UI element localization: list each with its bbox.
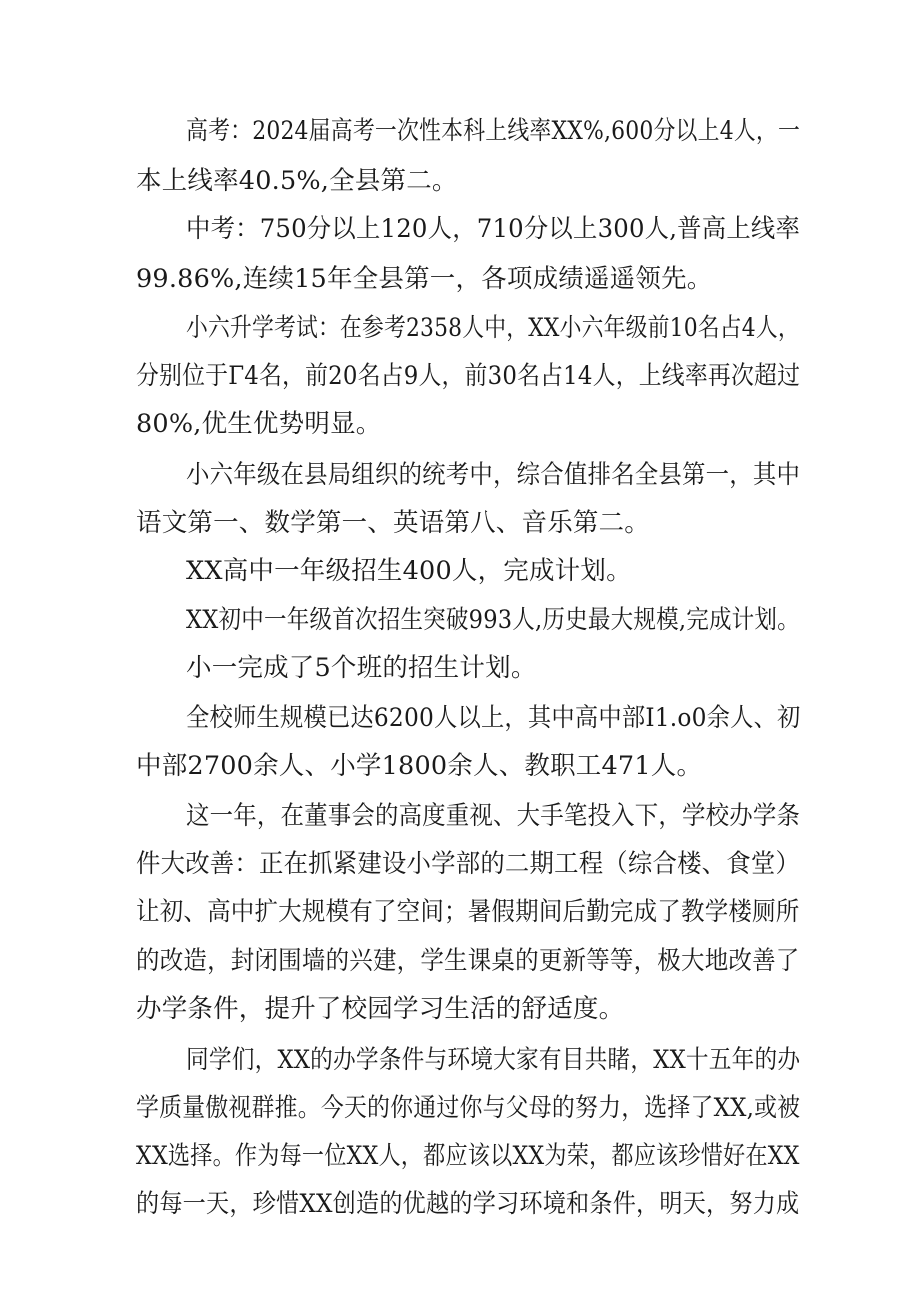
paragraph-line: 这一年，在董事会的高度重视、大手笔投入下，学校办学条 [186, 801, 801, 831]
paragraph-line: 语文第一、数学第一、英语第八、音乐第二。 [136, 508, 651, 538]
paragraph-line: 办学条件，提升了校园学习生活的舒适度。 [136, 994, 625, 1024]
paragraph-line: XX选择。作为每一位XX人，都应该以XX为荣，都应该珍惜好在XX [136, 1141, 800, 1171]
paragraph-line: 小六年级在县局组织的统考中，综合值排名全县第一，其中 [186, 460, 801, 490]
paragraph-line: XX初中一年级首次招生突破993人,历史最大规模,完成计划。 [186, 605, 800, 635]
paragraph-line: 小一完成了5个班的招生计划。 [186, 653, 537, 683]
paragraph-line: 的改造，封闭围墙的兴建，学生课桌的更新等等，极大地改善了 [136, 946, 800, 976]
paragraph-line: 高考：2024届高考一次性本科上线率XX%,600分以上4人，一 [186, 116, 801, 146]
paragraph-line: 99.86%,连续15年全县第一，各项成绩遥遥领先。 [136, 264, 713, 294]
paragraph-line: 分别位于Γ4名，前20名占9人，前30名占14人，上线率再次超过 [136, 361, 801, 391]
paragraph-line: 中考：750分以上120人，710分以上300人,普高上线率 [186, 214, 801, 244]
paragraph-line: 让初、高中扩大规模有了空间；暑假期间后勤完成了教学楼厕所 [136, 897, 800, 927]
paragraph-line: XX高中一年级招生400人，完成计划。 [186, 556, 632, 586]
paragraph-line: 学质量傲视群推。今天的你通过你与父母的努力，选择了XX,或被 [136, 1093, 801, 1123]
paragraph-line: 同学们，XX的办学条件与环境大家有目共睹，XX十五年的办 [186, 1045, 801, 1075]
paragraph-line: 全校师生规模已达6200人以上，其中高中部I1.o0余人、初 [186, 703, 801, 733]
paragraph-line: 件大改善：正在抓紧建设小学部的二期工程（综合楼、食堂） [136, 849, 801, 879]
paragraph-line: 本上线率40.5%,全县第二。 [136, 166, 458, 196]
paragraph-line: 小六升学考试：在参考2358人中，XX小六年级前10名占4人， [186, 313, 800, 343]
paragraph-line: 80%,优生优势明显。 [136, 409, 382, 439]
paragraph-line: 的每一天，珍惜XX创造的优越的学习环境和条件，明天，努力成 [136, 1189, 800, 1219]
paragraph-line: 中部2700余人、小学1800余人、教职工471人。 [136, 751, 703, 781]
